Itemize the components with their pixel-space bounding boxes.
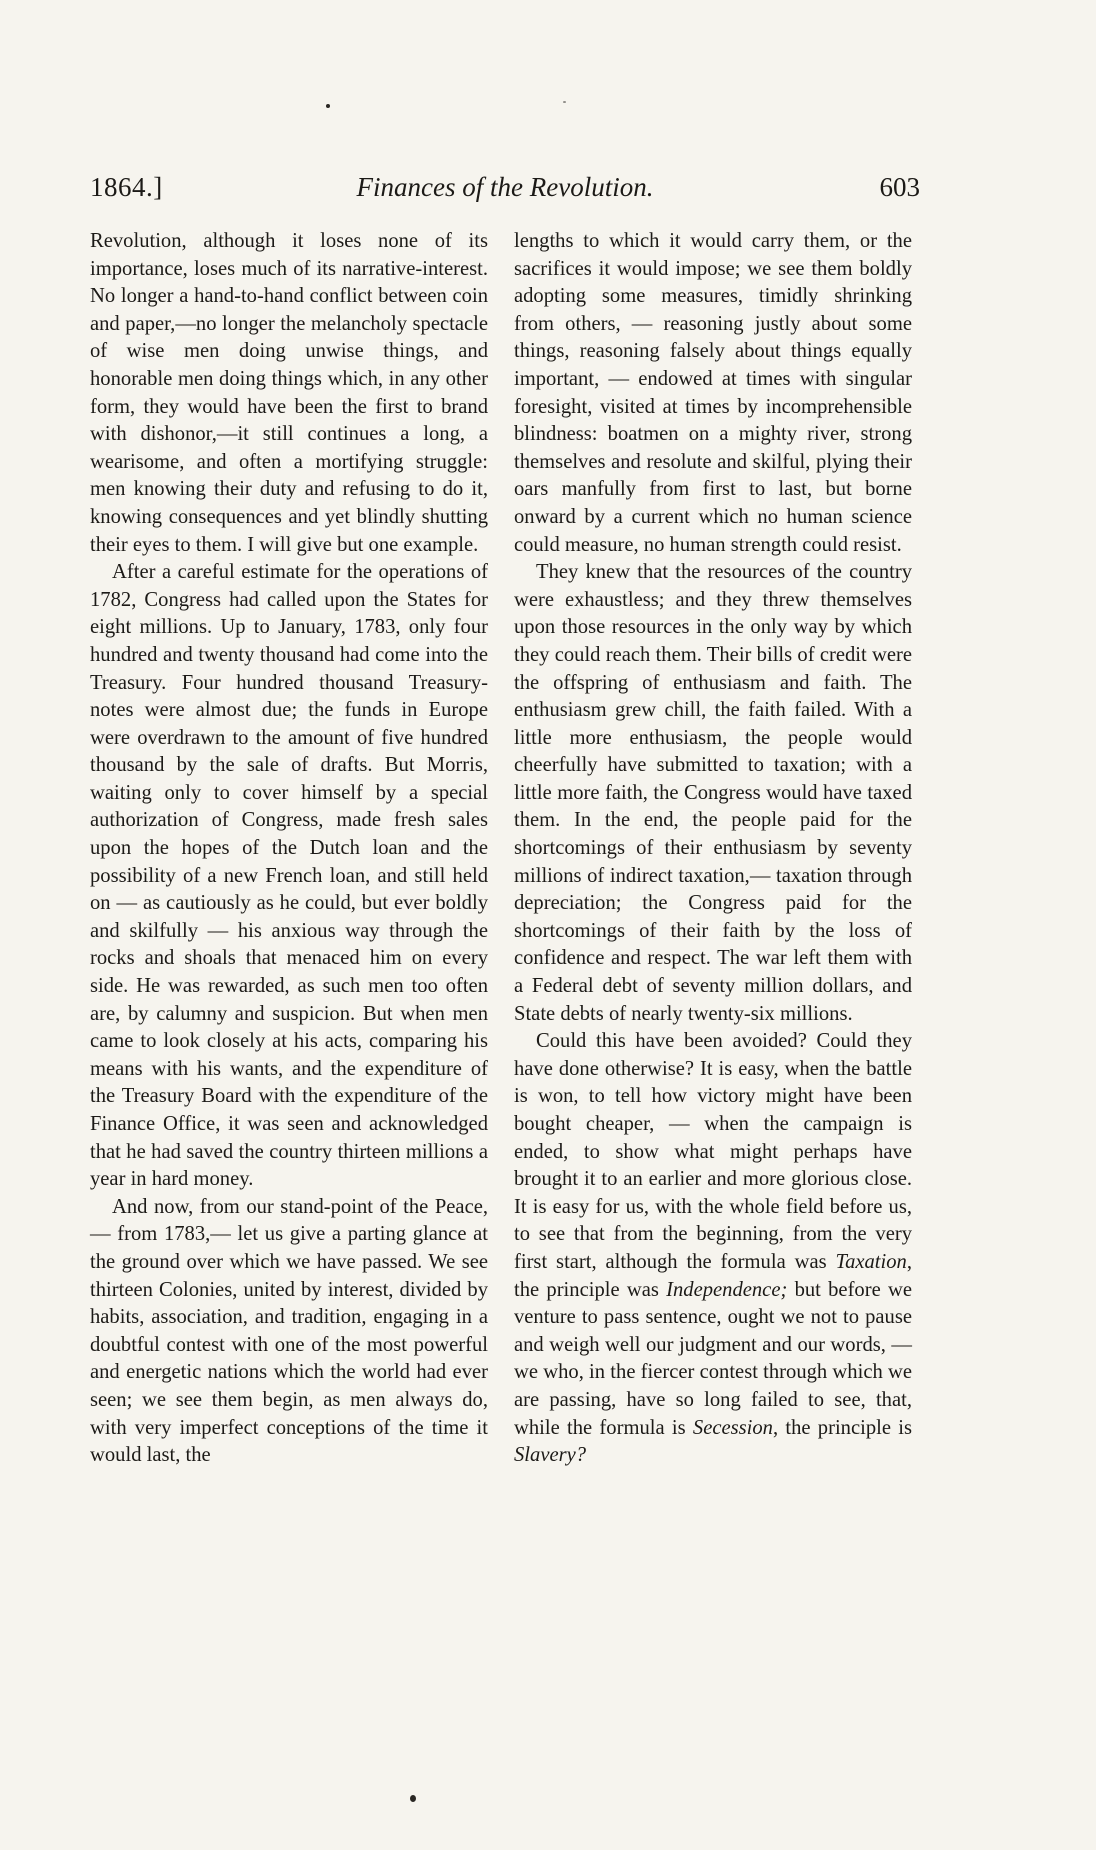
text-run: , the principle is bbox=[772, 1416, 912, 1439]
text-run: but before we venture to pass sentence, ought we not to pause and weigh well our judgment and our words, — we who, in the fiercer contest through which we are passing, have so long failed to see, that, while the formula is bbox=[514, 1278, 912, 1439]
running-title: Finances of the Revolution. bbox=[356, 172, 654, 202]
page-number: 603 bbox=[879, 172, 920, 202]
header-year: 1864.] bbox=[90, 172, 163, 202]
text-run: , the principle was bbox=[514, 1250, 913, 1301]
italic-term: Taxation bbox=[835, 1250, 907, 1273]
ink-speck bbox=[326, 104, 330, 108]
running-header bbox=[90, 172, 920, 212]
right-column bbox=[514, 228, 912, 1470]
paragraph: And now, from our stand-point of the Peace, — from 1783,— let us give a parting glance at the ground over which we have passed. We see thirteen Colonies, united by interest, divided by habits, association, and tradition, engaging in a doubtful contest with one of the most powerful and energetic nations which the world had ever seen; we see them begin, as men always do, with very imperfect conceptions of the time it would last, the bbox=[90, 1195, 488, 1467]
paragraph bbox=[514, 1028, 912, 1470]
left-column bbox=[90, 228, 488, 1470]
paragraph: They knew that the resources of the country were exhaustless; and they threw themselves upon those resources in the only way by which they could reach them. Their bills of credit were the offspring of enthusiasm and faith. The enthusiasm grew chill, the faith failed. With a little more enthusiasm, the people would cheerfully have submitted to taxation; with a little more faith, the Congress would have taxed them. In the end, the people paid for the shortcomings of their enthusiasm by seventy millions of indirect taxation,— taxation through depreciation; the Congress paid for the shortcomings of their faith by the loss of confidence and respect. The war left them with a Federal debt of seventy million dollars, and State debts of nearly twenty-six millions. bbox=[514, 561, 912, 1025]
ink-speck bbox=[410, 1795, 416, 1802]
text-run: Could this have been avoided? Could they have done otherwise? It is easy, when the battle is won, to tell how victory might have been bought cheaper, — when the campaign is ended, to show what might perhaps have brought it to an earlier and more glorious close. It is easy for us, with the whole field before us, to see that from the beginning, from the very first start, although the formula was bbox=[514, 1030, 912, 1273]
paragraph: After a careful estimate for the operations of 1782, Congress had called upon the States for eight millions. Up to January, 1783, only four hundred and twenty thousand had come into the Treasury. Four hundred thousand Treasury-notes were almost due; the funds in Europe were overdrawn to the amount of five hundred thousand by the sale of drafts. But Morris, waiting only to cover himself by a special authorization of Congress, made fresh sales upon the hopes of the Dutch loan and the possibility of a new French loan, and still held on — as cautiously as he could, but ever boldly and skilfully — his anxious way through the rocks and shoals that menaced him on every side. He was rewarded, as such men too often are, by calumny and suspicion. But when men came to look closely at his acts, comparing his means with his wants, and the expenditure of the Treasury Board with the expenditure of the Finance Office, it was seen and acknowledged that he had saved the country thirteen millions a year in hard money. bbox=[90, 561, 488, 1191]
italic-term: Secession bbox=[692, 1416, 773, 1439]
paragraph: lengths to which it would carry them, or the sacrifices it would impose; we see them boldly adopting some measures, timidly shrinking from others, — reasoning justly about some things, reasoning falsely about things equally important, — endowed at times with singular foresight, visited at times by incomprehensible blindness: boatmen on a mighty river, strong themselves and resolute and skilful, plying their oars manfully from first to last, but borne onward by a current which no human science could measure, no human strength could resist. bbox=[514, 230, 912, 556]
italic-term: Slavery? bbox=[514, 1444, 587, 1467]
italic-term: Independence; bbox=[666, 1278, 788, 1301]
paragraph: Revolution, although it loses none of its importance, loses much of its narrative-interest. No longer a hand-to-hand conflict between coin and paper,—no longer the melancholy spectacle of wise men doing unwise things, and honorable men doing things which, in any other form, they would have been the first to brand with dishonor,—it still continues a long, a wearisome, and often a mortifying struggle: men knowing their duty and refusing to do it, knowing consequences and yet blindly shutting their eyes to them. I will give but one example. bbox=[90, 230, 488, 556]
ink-speck bbox=[563, 101, 566, 103]
